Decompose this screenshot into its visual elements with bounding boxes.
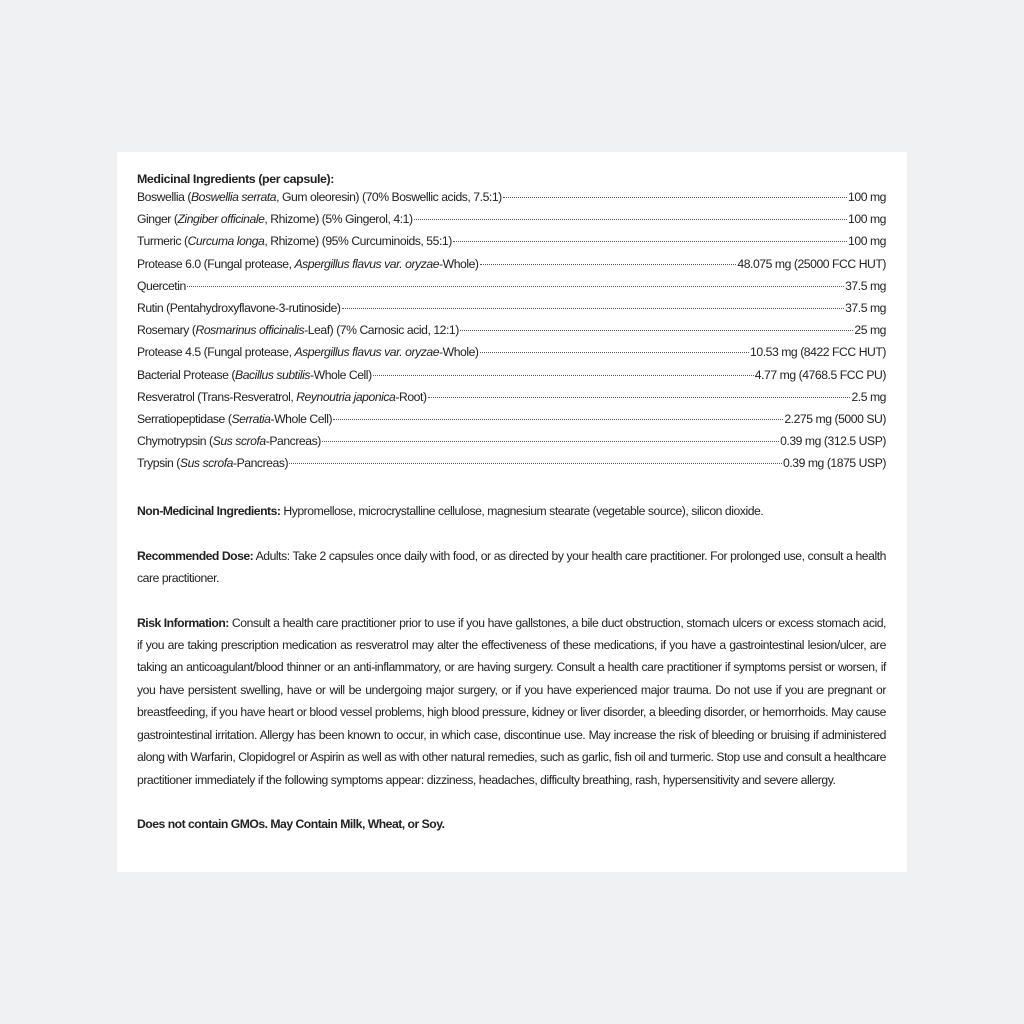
ingredient-name: [137, 257, 479, 271]
ingredient-row: [137, 257, 886, 279]
ingredient-latin-name: Curcuma longa: [187, 234, 265, 249]
ingredient-latin-name: Rosmarinus officinalis: [195, 323, 305, 338]
ingredient-amount: 0.39 mg (1875 USP): [783, 456, 886, 471]
ingredient-latin-name: Boswellia serrata: [190, 190, 277, 204]
ingredient-name-part: Rutin (Pentahydroxyflavone-3-rutinoside): [137, 300, 341, 315]
ingredient-amount: 10.53 mg (8422 FCC HUT): [750, 345, 886, 360]
ingredient-name: [137, 323, 459, 337]
ingredient-name: [137, 390, 427, 404]
ingredient-name: [137, 434, 321, 448]
ingredient-amount: 2.275 mg (5000 SU): [784, 411, 886, 426]
dot-leader: [322, 441, 779, 442]
ingredient-row: [137, 234, 886, 256]
risk-information-label: Risk Information:: [137, 615, 229, 630]
ingredient-name-part: -Whole): [439, 345, 479, 360]
ingredient-row: [137, 345, 886, 367]
ingredient-name-part: , Rhizome) (95% Curcuminoids, 55:1): [264, 234, 452, 249]
ingredient-name-part: Boswellia (: [137, 190, 191, 204]
ingredient-amount: 4.77 mg (4768.5 FCC PU): [754, 367, 886, 382]
non-medicinal-text: Hypromellose, microcrystalline cellulose, magnesium stearate (vegetable source), silicon dioxide.: [280, 504, 764, 519]
ingredient-name-part: , Rhizome) (5% Gingerol, 4:1): [264, 212, 413, 227]
ingredient-name: [137, 279, 186, 293]
dot-leader: [480, 352, 750, 353]
ingredient-name-part: -Pancreas): [265, 434, 321, 449]
dot-leader: [428, 397, 851, 398]
ingredient-name: [137, 368, 372, 382]
ingredient-row: [137, 279, 886, 301]
dot-leader: [333, 419, 783, 420]
ingredient-amount: 100 mg: [848, 190, 886, 204]
dot-leader: [414, 219, 847, 220]
ingredient-name-part: -Leaf) (7% Carnosic acid, 12:1): [304, 323, 459, 338]
ingredient-amount: 100 mg: [848, 212, 886, 227]
ingredient-row: [137, 456, 886, 478]
ingredient-name: [137, 301, 341, 315]
recommended-dose-text: Adults: Take 2 capsules once daily with food, or as directed by your health care practitioner. For prolonged use, consult a health care practitioner.: [137, 548, 886, 586]
ingredient-name-part: Trypsin (: [137, 456, 180, 471]
ingredient-name-part: Bacterial Protease (: [137, 367, 236, 382]
ingredient-name-part: , Gum oleoresin) (70% Boswellic acids, 7.5:1): [276, 190, 502, 204]
ingredient-name: [137, 456, 288, 470]
risk-information-text: Consult a health care practitioner prior to use if you have gallstones, a bile duct obstruction, stomach ulcers or excess stomach acid, if you are taking prescription medication as resveratrol may alter the effectiveness of these medications, if you have a gastrointestinal lesion/ulcer, are taking an anticoagulant/blood thinner or an anti-inflammatory, or are having surgery. Consult a health care practitioner if symptoms persist or worsen, if you have persistent swelling, have or will be undergoing major surgery, or if you have experienced major trauma. Do not use if you are pregnant or breastfeeding, if you have heart or blood vessel problems, high blood pressure, kidney or liver disorder, a bleeding disorder, or hemorrhoids. May cause gastrointestinal irritation. Allergy has been known to occur, in which case, discontinue use. May increase the risk of bleeding or bruising if administered along with Warfarin, Clopidogrel or Aspirin as well as with other natural remedies, such as garlic, fish oil and turmeric. Stop use and consult a healthcare practitioner immediately if the following symptoms appear: dizziness, headaches, difficulty breathing, rash, hypersensitivity and severe allergy.: [137, 615, 886, 787]
product-label-card: [117, 152, 907, 872]
dot-leader: [460, 330, 854, 331]
ingredient-amount: 0.39 mg (312.5 USP): [780, 434, 886, 449]
ingredient-name-part: -Whole): [439, 256, 479, 271]
dot-leader: [453, 241, 847, 242]
ingredient-name-part: Ginger (: [137, 212, 178, 227]
ingredient-latin-name: Reynoutria japonica: [296, 389, 396, 404]
ingredient-name: [137, 212, 413, 226]
ingredient-name: [137, 345, 479, 359]
ingredient-amount: 25 mg: [854, 323, 886, 338]
ingredient-name-part: Protease 6.0 (Fungal protease,: [137, 256, 295, 271]
ingredient-latin-name: Serratia: [231, 411, 271, 426]
ingredient-name-part: -Pancreas): [232, 456, 289, 471]
ingredient-name-part: Rosemary (: [137, 323, 196, 338]
ingredient-latin-name: Zingiber officinale: [177, 212, 265, 227]
allergen-statement: Does not contain GMOs. May Contain Milk, Wheat, or Soy.: [137, 816, 445, 831]
recommended-dose-label: Recommended Dose:: [137, 548, 254, 563]
ingredient-row: [137, 390, 886, 412]
ingredient-name-part: Turmeric (: [137, 234, 188, 249]
ingredient-name-part: Protease 4.5 (Fungal protease,: [137, 345, 295, 360]
ingredient-name-part: -Whole Cell): [310, 367, 372, 382]
ingredient-amount: 2.5 mg: [851, 389, 886, 404]
dot-leader: [342, 308, 845, 309]
ingredient-row: [137, 190, 886, 212]
ingredient-name-part: Resveratrol (Trans-Resveratrol,: [137, 389, 297, 404]
non-medicinal-ingredients: [137, 500, 886, 522]
ingredient-row: [137, 434, 886, 456]
ingredient-latin-name: Aspergillus flavus var. oryzae: [294, 256, 440, 271]
ingredient-amount: 37.5 mg: [845, 278, 886, 293]
risk-information: [137, 612, 886, 791]
ingredient-row: [137, 412, 886, 434]
ingredient-name-part: Quercetin: [137, 278, 186, 293]
ingredient-amount: 37.5 mg: [845, 300, 886, 315]
ingredient-name: [137, 412, 332, 426]
ingredient-name-part: Chymotrypsin (: [137, 434, 213, 449]
dot-leader: [373, 375, 754, 376]
dot-leader: [187, 286, 844, 287]
ingredient-row: [137, 212, 886, 234]
ingredient-latin-name: Bacillus subtilis: [235, 367, 311, 382]
ingredient-latin-name: Sus scrofa: [179, 456, 233, 471]
ingredient-amount: 100 mg: [848, 234, 886, 249]
ingredient-row: [137, 368, 886, 390]
ingredient-name-part: -Root): [395, 389, 427, 404]
ingredient-name-part: -Whole Cell): [270, 411, 333, 426]
recommended-dose: [137, 545, 886, 590]
ingredient-latin-name: Aspergillus flavus var. oryzae: [294, 345, 440, 360]
ingredient-row: [137, 301, 886, 323]
ingredient-name: [137, 190, 502, 204]
medicinal-ingredients-heading: Medicinal Ingredients (per capsule):: [137, 172, 334, 186]
ingredient-amount: 48.075 mg (25000 FCC HUT): [737, 256, 886, 271]
ingredient-name: [137, 234, 452, 248]
medicinal-ingredients-list: [137, 190, 886, 478]
ingredient-name-part: Serratiopeptidase (: [137, 411, 232, 426]
non-medicinal-label: Non-Medicinal Ingredients:: [137, 504, 281, 519]
dot-leader: [289, 463, 782, 464]
ingredient-latin-name: Sus scrofa: [212, 434, 266, 449]
ingredient-row: [137, 323, 886, 345]
dot-leader: [503, 197, 847, 198]
dot-leader: [480, 264, 737, 265]
